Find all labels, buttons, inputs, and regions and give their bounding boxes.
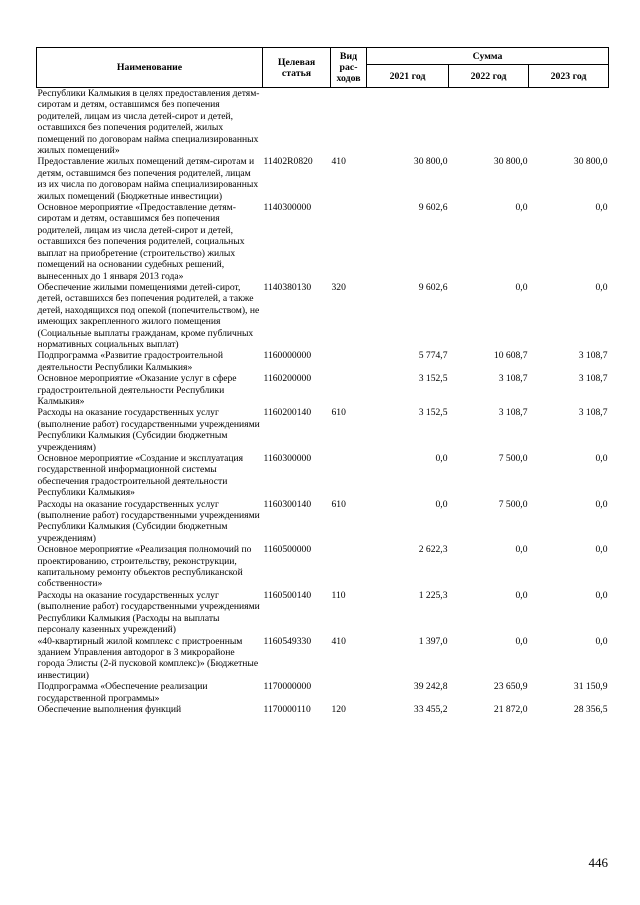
- row-amount-2021: 1 225,3: [418, 589, 448, 601]
- table-row: [37, 499, 609, 545]
- row-amount-2023: 28 356,5: [573, 703, 608, 715]
- row-expense-type: 410: [331, 635, 346, 647]
- row-expense-type: 610: [331, 407, 346, 419]
- row-expense-type: 120: [331, 703, 346, 715]
- budget-table: [36, 47, 609, 715]
- table-row: [37, 407, 609, 453]
- row-amount-2022: 23 650,9: [493, 681, 528, 693]
- row-amount-2023: 0,0: [595, 589, 608, 601]
- row-amount-2021: 3 152,5: [418, 407, 448, 419]
- row-expense-type: 610: [331, 498, 346, 510]
- row-name: Подпрограмма «Развитие градостроительной деятельности Республики Калмыкия»: [37, 350, 223, 373]
- row-target-article: 1170000110: [263, 703, 311, 715]
- header-year-2023: 2023 год: [529, 65, 609, 88]
- table-row: [37, 636, 609, 682]
- row-amount-2023: 30 800,0: [573, 156, 608, 168]
- row-amount-2023: 0,0: [595, 453, 608, 464]
- table-row: [37, 373, 609, 407]
- header-target-article: Целевая статья: [263, 48, 331, 88]
- row-amount-2022: [449, 88, 529, 157]
- row-amount-2023: 0,0: [595, 202, 608, 214]
- row-name: Обеспечение выполнения функций: [37, 703, 182, 715]
- row-amount-2022: 0,0: [515, 635, 528, 647]
- row-amount-2022: 7 500,0: [498, 453, 528, 464]
- table-row: [37, 681, 609, 704]
- row-amount-2021: 0,0: [435, 498, 448, 510]
- row-amount-2023: 0,0: [595, 498, 608, 510]
- row-expense-type: [331, 373, 367, 407]
- table-row: [37, 282, 609, 350]
- row-expense-type: [331, 202, 367, 282]
- row-amount-2022: 3 108,7: [498, 407, 528, 419]
- row-target-article: 1160500000: [263, 544, 312, 556]
- row-amount-2021: 30 800,0: [413, 156, 448, 168]
- row-amount-2021: 9 602,6: [418, 281, 448, 293]
- row-expense-type: 410: [331, 156, 346, 168]
- row-expense-type: [331, 88, 367, 157]
- row-amount-2021: 1 397,0: [418, 635, 448, 647]
- row-amount-2023: 3 108,7: [578, 407, 608, 419]
- row-name: Основное мероприятие «Создание и эксплуатация государственной информационной системы обеспечения градостроительной деятельности Республики Калмыкия»: [37, 453, 244, 499]
- table-row: [37, 590, 609, 636]
- header-sum: Сумма: [367, 48, 609, 65]
- row-expense-type: 110: [331, 589, 346, 601]
- row-amount-2021: 9 602,6: [418, 202, 448, 214]
- table-row: [37, 704, 609, 715]
- row-target-article: 1160300000: [263, 453, 312, 464]
- row-amount-2021: 5 774,7: [418, 350, 448, 362]
- row-amount-2022: 21 872,0: [493, 703, 528, 715]
- row-expense-type: [331, 544, 367, 590]
- row-expense-type: 320: [331, 281, 346, 293]
- row-amount-2023: 31 150,9: [573, 681, 608, 693]
- header-year-2021: 2021 год: [367, 65, 449, 88]
- row-name: Расходы на оказание государственных услуг (выполнение работ) государственными учреждениями Республики Калмыкия (Субсидии бюджетным учреждениям): [37, 407, 260, 453]
- table-row: [37, 350, 609, 373]
- row-amount-2023: 0,0: [595, 281, 608, 293]
- row-name: Республики Калмыкия в целях предоставления детям-сиротам и детям, оставшимся без попечения родителей, лицам из числа детей-сирот и детей, оставшихся без попечения родителей, жилых помещений по договорам найма специализированных жилых помещений»: [37, 88, 260, 157]
- table-body: [37, 88, 609, 716]
- row-amount-2022: 30 800,0: [493, 156, 528, 168]
- row-name: Основное мероприятие «Реализация полномочий по проектированию, строительству, реконструкции, капитальному ремонту объектов республиканской собственности»: [37, 544, 252, 590]
- row-target-article: 1160200000: [263, 373, 312, 385]
- row-name: Обеспечение жилыми помещениями детей-сирот, детей, оставшихся без попечения родителей, а также детей, находящихся под опекой (попечительством), не имеющих закрепленного жилого помещения (Социальные выплаты гражданам, кроме публичных нормативных социальных выплат): [37, 281, 260, 350]
- table-row: [37, 544, 609, 590]
- table-row: [37, 88, 609, 157]
- row-target-article: 1160200140: [263, 407, 312, 419]
- header-name: Наименование: [37, 48, 263, 88]
- row-amount-2023: [529, 88, 609, 157]
- row-amount-2022: 10 608,7: [493, 350, 528, 362]
- row-amount-2021: 0,0: [435, 453, 448, 464]
- row-target-article: 1160000000: [263, 350, 312, 362]
- row-name: Основное мероприятие «Оказание услуг в сфере градостроительной деятельности Республики Калмыкия»: [37, 373, 237, 407]
- row-amount-2023: 3 108,7: [578, 350, 608, 362]
- row-target-article: 1140300000: [263, 202, 312, 214]
- row-amount-2022: 3 108,7: [498, 373, 528, 385]
- row-amount-2021: [367, 88, 449, 157]
- row-amount-2023: 0,0: [595, 635, 608, 647]
- row-expense-type: [331, 681, 367, 704]
- table-row: [37, 453, 609, 499]
- row-name: Расходы на оказание государственных услуг (выполнение работ) государственными учреждениями Республики Калмыкия (Субсидии бюджетным учреждениям): [37, 498, 260, 544]
- row-name: Основное мероприятие «Предоставление детям-сиротам и детям, оставшимся без попечения родителей, лицам из числа детей-сирот и детей, оставшихся без попечения родителей, социальных выплат на приобретение (строительство) жилых помещений на основании судебных решений, вынесенных до 1 января 2013 года»: [37, 202, 245, 282]
- table-row: [37, 156, 609, 202]
- header-expense-type: Вид рас-ходов: [331, 48, 367, 88]
- row-amount-2022: 0,0: [515, 202, 528, 214]
- row-amount-2021: 2 622,3: [418, 544, 448, 556]
- row-target-article: 1160549330: [263, 635, 312, 647]
- row-name: «40-квартирный жилой комплекс с пристроенным зданием Управления автодорог в 3 микрорайоне города Элисты (2-й пусковой комплекс)» (Бюджетные инвестиции): [37, 635, 259, 681]
- row-target-article: [263, 88, 331, 157]
- row-target-article: 1140380130: [263, 281, 312, 293]
- row-target-article: 1160300140: [263, 498, 312, 510]
- row-name: Расходы на оказание государственных услуг (выполнение работ) государственными учреждениями Республики Калмыкия (Расходы на выплаты персоналу казенных учреждений): [37, 589, 260, 636]
- row-amount-2023: 0,0: [595, 544, 608, 556]
- row-amount-2022: 7 500,0: [498, 498, 528, 510]
- row-expense-type: [331, 350, 367, 373]
- row-expense-type: [331, 453, 367, 499]
- row-name: Предоставление жилых помещений детям-сиротам и детям, оставшимся без попечения родителей, лицам из их числа по договорам найма специализированных жилых помещений (Бюджетные инвестиции): [37, 156, 259, 202]
- row-name: Подпрограмма «Обеспечение реализации государственной программы»: [37, 681, 208, 704]
- row-amount-2022: 0,0: [515, 544, 528, 556]
- row-amount-2021: 39 242,8: [413, 681, 448, 693]
- row-amount-2021: 3 152,5: [418, 373, 448, 385]
- row-target-article: 1170000000: [263, 681, 312, 693]
- header-year-2022: 2022 год: [449, 65, 529, 88]
- table-row: [37, 202, 609, 282]
- row-amount-2021: 33 455,2: [413, 703, 448, 715]
- row-amount-2023: 3 108,7: [578, 373, 608, 385]
- page-number: 446: [588, 855, 608, 870]
- row-amount-2022: 0,0: [515, 281, 528, 293]
- row-amount-2022: 0,0: [515, 589, 528, 601]
- row-target-article: 1160500140: [263, 589, 312, 601]
- row-target-article: 11402R0820: [263, 156, 313, 168]
